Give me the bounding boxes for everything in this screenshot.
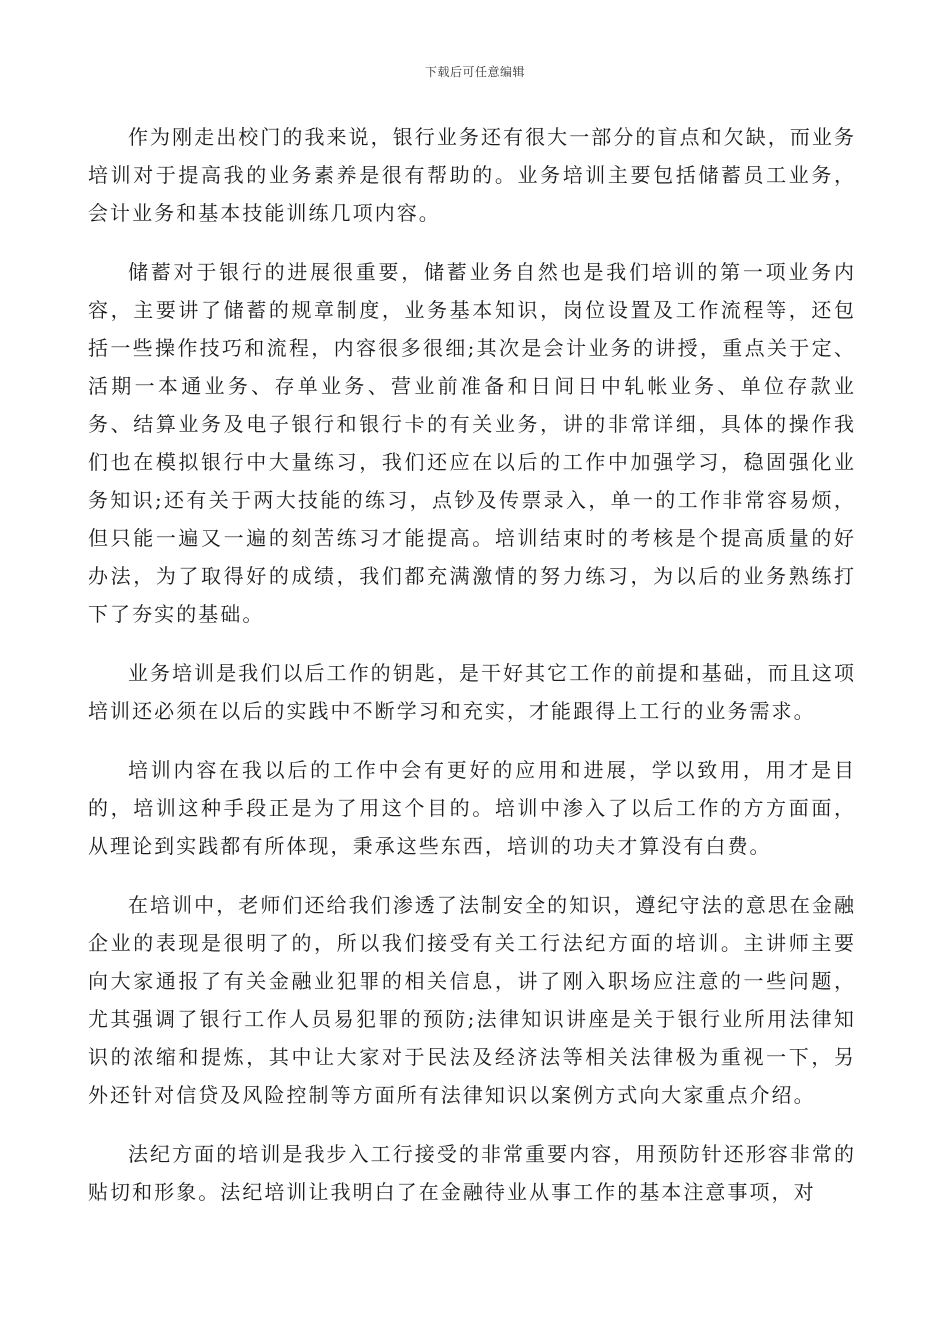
paragraph: 作为刚走出校门的我来说，银行业务还有很大一部分的盲点和欠缺，而业务培训对于提高我的业务素养是很有帮助的。业务培训主要包括储蓄员工业务，会计业务和基本技能训练几项内容。 [88, 125, 856, 225]
document-body [88, 118, 856, 1232]
paragraph: 业务培训是我们以后工作的钥匙，是干好其它工作的前提和基础，而且这项培训还必须在以后的实践中不断学习和充实，才能跟得上工行的业务需求。 [88, 661, 856, 723]
paragraph: 在培训中，老师们还给我们渗透了法制安全的知识，遵纪守法的意思在金融企业的表现是很明了的，所以我们接受有关工行法纪方面的培训。主讲师主要向大家通报了有关金融业犯罪的相关信息，讲了刚入职场应注意的一些问题，尤其强调了银行工作人员易犯罪的预防;法律知识讲座是关于银行业所用法律知识的浓缩和提炼，其中让大家对于民法及经济法等相关法律极为重视一下，另外还针对信贷及风险控制等方面所有法律知识以案例方式向大家重点介绍。 [88, 893, 856, 1107]
page-header-note: 下载后可任意编辑 [424, 65, 525, 79]
paragraph: 培训内容在我以后的工作中会有更好的应用和进展，学以致用，用才是目的，培训这种手段正是为了用这个目的。培训中渗入了以后工作的方方面面，从理论到实践都有所体现，秉承这些东西，培训的功夫才算没有白费。 [88, 758, 856, 858]
paragraph: 储蓄对于银行的进展很重要，储蓄业务自然也是我们培训的第一项业务内容，主要讲了储蓄的规章制度，业务基本知识，岗位设置及工作流程等，还包括一些操作技巧和流程，内容很多很细;其次是会计业务的讲授，重点关于定、活期一本通业务、存单业务、营业前准备和日间日中轧帐业务、单位存款业务、结算业务及电子银行和银行卡的有关业务，讲的非常详细，具体的操作我们也在模拟银行中大量练习，我们还应在以后的工作中加强学习，稳固强化业务知识;还有关于两大技能的练习，点钞及传票录入，单一的工作非常容易烦，但只能一遍又一遍的刻苦练习才能提高。培训结束时的考核是个提高质量的好办法，为了取得好的成绩，我们都充满激情的努力练习，为以后的业务熟练打下了夯实的基础。 [88, 260, 856, 626]
paragraph: 法纪方面的培训是我步入工行接受的非常重要内容，用预防针还形容非常的贴切和形象。法纪培训让我明白了在金融待业从事工作的基本注意事项，对 [88, 1142, 856, 1204]
